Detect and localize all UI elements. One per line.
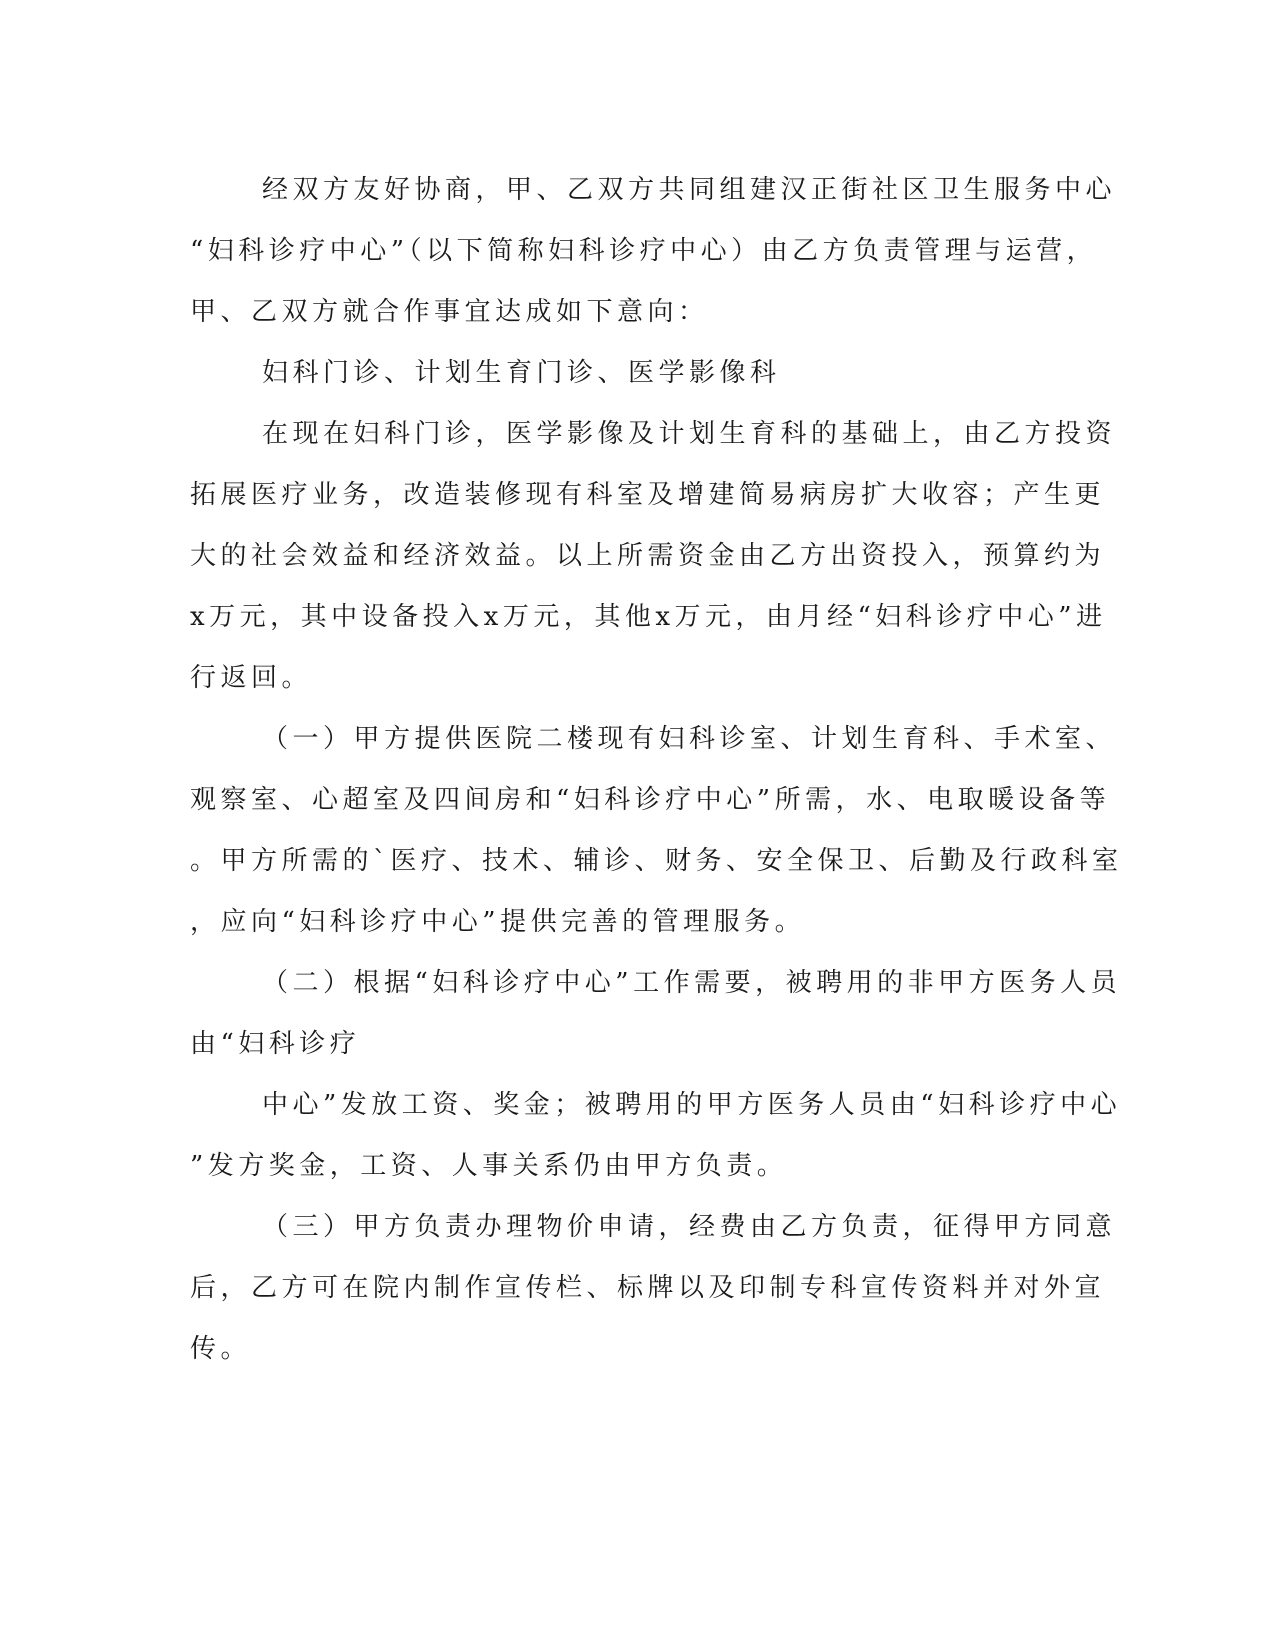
clause-line: （一）甲方提供医院二楼现有妇科诊室、计划生育科、手术室、 [262, 724, 1117, 754]
clause-line: ，应向“妇科诊疗中心”提供完善的管理服务。 [190, 907, 806, 937]
paragraph-line: 甲、乙双方就合作事宜达成如下意向： [190, 297, 709, 327]
clause-line: 传。 [190, 1334, 252, 1364]
paragraph-line: 在现在妇科门诊，医学影像及计划生育科的基础上，由乙方投资 [262, 419, 1117, 449]
clause-line: 后，乙方可在院内制作宣传栏、标牌以及印制专科宣传资料并对外宣 [190, 1273, 1106, 1303]
paragraph-line: 经双方友好协商，甲、乙双方共同组建汉正街社区卫生服务中心 [262, 175, 1117, 205]
clause-line: 观察室、心超室及四间房和“妇科诊疗中心”所需，水、电取暖设备等 [190, 785, 1111, 815]
paragraph-line: 拓展医疗业务，改造装修现有科室及增建简易病房扩大收容；产生更 [190, 480, 1106, 510]
paragraph-line: 行返回。 [190, 663, 313, 693]
paragraph-line: “妇科诊疗中心”（以下简称妇科诊疗中心）由乙方负责管理与运营， [190, 236, 1098, 266]
clause-line: （二）根据“妇科诊疗中心”工作需要，被聘用的非甲方医务人员 [262, 968, 1122, 998]
clause-line: ”发方奖金，工资、人事关系仍由甲方负责。 [190, 1151, 788, 1181]
paragraph-line: x万元，其中设备投入x万元，其他x万元，由月经“妇科诊疗中心”进 [190, 602, 1107, 632]
clause-line: （三）甲方负责办理物价申请，经费由乙方负责，征得甲方同意 [262, 1212, 1117, 1242]
clause-line: 。甲方所需的`医疗、技术、辅诊、财务、安全保卫、后勤及行政科室 [190, 846, 1123, 876]
clause-line: 由“妇科诊疗 [190, 1029, 361, 1059]
section-heading: 妇科门诊、计划生育门诊、医学影像科 [262, 358, 781, 388]
paragraph-line: 大的社会效益和经济效益。以上所需资金由乙方出资投入，预算约为 [190, 541, 1106, 571]
document-body [190, 160, 1123, 1380]
clause-line: 中心”发放工资、奖金；被聘用的甲方医务人员由“妇科诊疗中心 [262, 1090, 1122, 1120]
